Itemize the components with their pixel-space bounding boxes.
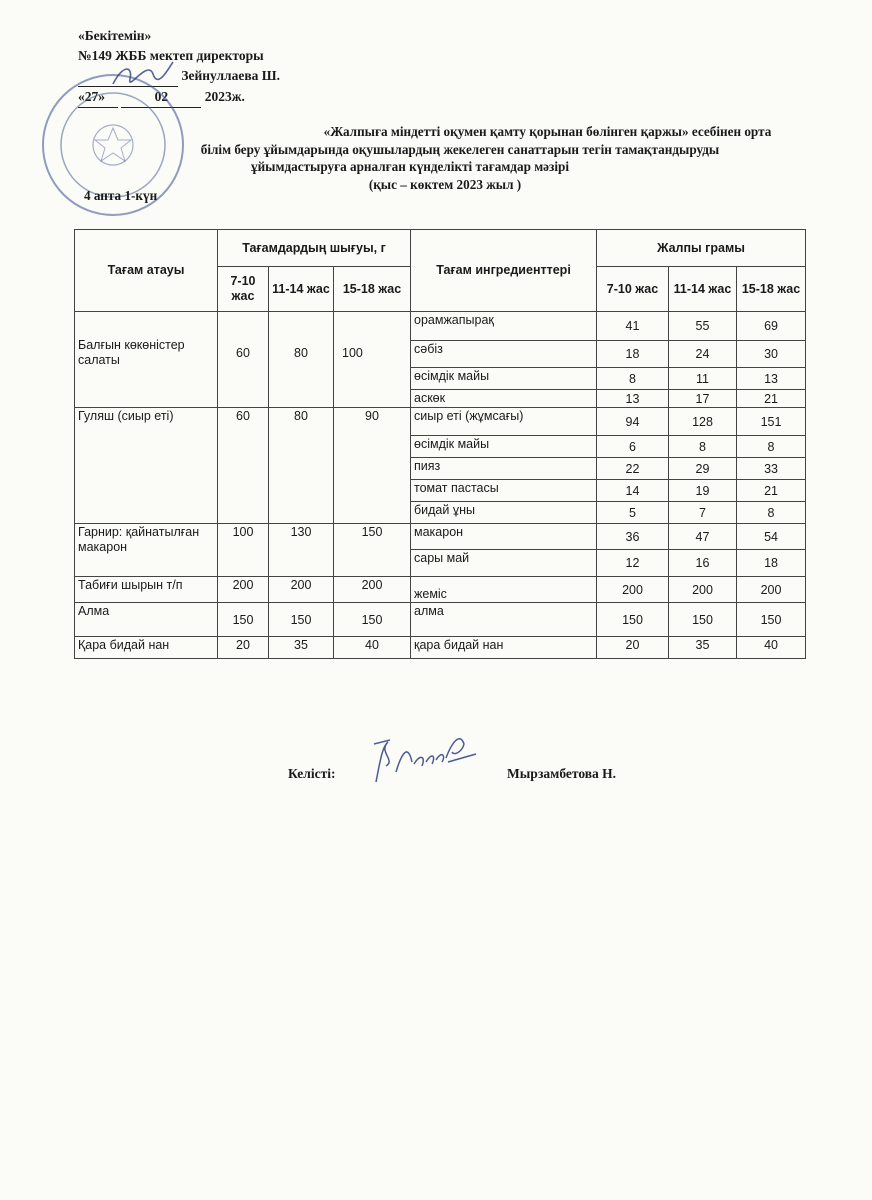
ingredient-grams: 7	[669, 502, 737, 524]
dish-output: 200	[334, 577, 411, 603]
ingredient-grams: 41	[597, 312, 669, 341]
ingredient-grams: 200	[737, 577, 806, 603]
ingredient-name: сиыр еті (жұмсағы)	[411, 408, 597, 436]
ingredient-name: сәбіз	[411, 341, 597, 368]
header-output-age-7-10: 7-10 жас	[218, 267, 269, 312]
title-line-2: білім беру ұйымдарында оқушылардың жекелеген санаттарын тегін тамақтандыруды	[200, 141, 720, 157]
title-line-4: (қыс – көктем 2023 жыл )	[368, 176, 522, 192]
dish-output: 150	[334, 603, 411, 637]
ingredient-grams: 21	[737, 390, 806, 408]
dish-output: 150	[218, 603, 269, 637]
dish-output: 60	[218, 312, 269, 408]
approval-position: №149 ЖББ мектеп директоры	[78, 48, 264, 63]
ingredient-grams: 8	[737, 502, 806, 524]
title-line-3: ұйымдастыруға арналған күнделікті тағамдар мәзірі	[250, 159, 569, 174]
dish-output: 60	[218, 408, 269, 524]
approval-title: «Бекітемін»	[78, 28, 152, 43]
ingredient-grams: 29	[669, 458, 737, 480]
ingredient-grams: 150	[737, 603, 806, 637]
ingredient-name: сары май	[411, 550, 597, 577]
menu-title	[100, 123, 820, 193]
ingredient-grams: 5	[597, 502, 669, 524]
ingredient-grams: 13	[597, 390, 669, 408]
ingredient-grams: 11	[669, 368, 737, 390]
ingredient-grams: 150	[669, 603, 737, 637]
ingredient-grams: 8	[669, 436, 737, 458]
ingredient-grams: 35	[669, 637, 737, 659]
approval-month: 02	[121, 87, 201, 108]
agreed-signature	[368, 722, 478, 792]
ingredient-name: томат пастасы	[411, 480, 597, 502]
header-output-age-11-14: 11-14 жас	[269, 267, 334, 312]
ingredient-grams: 36	[597, 524, 669, 550]
ingredient-grams: 150	[597, 603, 669, 637]
director-signature	[108, 54, 178, 94]
agreed-label: Келісті:	[288, 766, 336, 781]
header-output: Тағамдардың шығуы, г	[218, 230, 411, 267]
ingredient-grams: 8	[597, 368, 669, 390]
dish-output: 100	[334, 312, 411, 408]
ingredient-name: жеміс	[411, 577, 597, 603]
ingredient-grams: 13	[737, 368, 806, 390]
ingredient-grams: 94	[597, 408, 669, 436]
header-total-age-11-14: 11-14 жас	[669, 267, 737, 312]
header-ingredients: Тағам ингредиенттері	[411, 230, 597, 312]
ingredient-name: бидай ұны	[411, 502, 597, 524]
dish-output: 20	[218, 637, 269, 659]
approval-day: «27»	[78, 87, 118, 108]
table-row	[75, 637, 806, 659]
dish-name: Табиғи шырын т/п	[75, 577, 218, 603]
ingredient-grams: 17	[669, 390, 737, 408]
ingredient-grams: 54	[737, 524, 806, 550]
ingredient-grams: 30	[737, 341, 806, 368]
dish-name: Гуляш (сиыр еті)	[75, 408, 218, 524]
ingredient-grams: 19	[669, 480, 737, 502]
header-dish: Тағам атауы	[75, 230, 218, 312]
ingredient-name: алма	[411, 603, 597, 637]
menu-table	[74, 229, 806, 659]
dish-output: 35	[269, 637, 334, 659]
ingredient-grams: 200	[669, 577, 737, 603]
ingredient-grams: 12	[597, 550, 669, 577]
dish-output: 130	[269, 524, 334, 577]
ingredient-grams: 14	[597, 480, 669, 502]
header-total: Жалпы грамы	[597, 230, 806, 267]
table-row	[75, 577, 806, 603]
agreed-name: Мырзамбетова Н.	[507, 766, 617, 781]
dish-output: 200	[218, 577, 269, 603]
ingredient-grams: 18	[737, 550, 806, 577]
ingredient-grams: 6	[597, 436, 669, 458]
dish-output: 200	[269, 577, 334, 603]
week-day-label: 4 апта 1-күн	[84, 188, 158, 203]
dish-output: 100	[218, 524, 269, 577]
ingredient-name: макарон	[411, 524, 597, 550]
ingredient-name: өсімдік майы	[411, 436, 597, 458]
header-total-age-7-10: 7-10 жас	[597, 267, 669, 312]
ingredient-grams: 8	[737, 436, 806, 458]
ingredient-grams: 22	[597, 458, 669, 480]
ingredient-grams: 200	[597, 577, 669, 603]
table-row	[75, 524, 806, 550]
dish-output: 150	[334, 524, 411, 577]
table-row	[75, 408, 806, 436]
approval-year: 2023ж.	[204, 89, 245, 104]
ingredient-name: қара бидай нан	[411, 637, 597, 659]
title-line-1: «Жалпыға міндетті оқумен қамту қорынан бөлінген қаржы» есебінен орта	[323, 124, 772, 139]
ingredient-name: аскөк	[411, 390, 597, 408]
dish-output: 40	[334, 637, 411, 659]
ingredient-grams: 18	[597, 341, 669, 368]
dish-name: Гарнир: қайнатылған макарон	[75, 524, 218, 577]
dish-name: Қара бидай нан	[75, 637, 218, 659]
ingredient-grams: 128	[669, 408, 737, 436]
header-output-age-15-18: 15-18 жас	[334, 267, 411, 312]
ingredient-grams: 33	[737, 458, 806, 480]
ingredient-grams: 16	[669, 550, 737, 577]
ingredient-grams: 24	[669, 341, 737, 368]
dish-output: 150	[269, 603, 334, 637]
table-row	[75, 603, 806, 637]
dish-name: Балғын көкөністер салаты	[75, 312, 218, 408]
table-row	[75, 312, 806, 341]
ingredient-grams: 47	[669, 524, 737, 550]
dish-name: Алма	[75, 603, 218, 637]
dish-output: 90	[334, 408, 411, 524]
approval-director-name: Зейнуллаева Ш.	[181, 68, 280, 83]
ingredient-grams: 55	[669, 312, 737, 341]
dish-output: 80	[269, 408, 334, 524]
header-total-age-15-18: 15-18 жас	[737, 267, 806, 312]
ingredient-grams: 69	[737, 312, 806, 341]
ingredient-name: орамжапырақ	[411, 312, 597, 341]
ingredient-grams: 20	[597, 637, 669, 659]
ingredient-name: өсімдік майы	[411, 368, 597, 390]
ingredient-grams: 151	[737, 408, 806, 436]
ingredient-name: пияз	[411, 458, 597, 480]
ingredient-grams: 40	[737, 637, 806, 659]
ingredient-grams: 21	[737, 480, 806, 502]
dish-output: 80	[269, 312, 334, 408]
